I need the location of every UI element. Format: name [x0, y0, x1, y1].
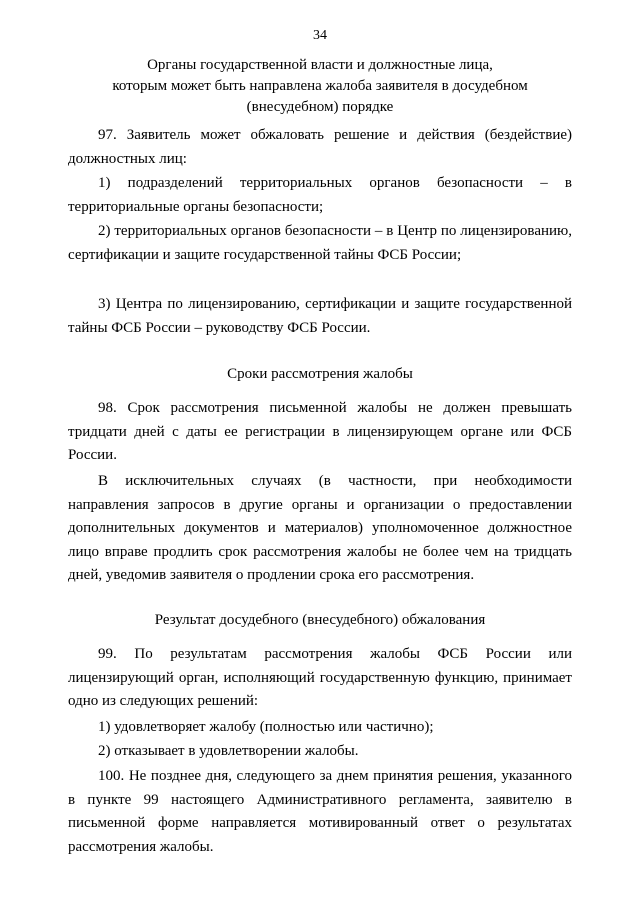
paragraph-98: 98. Срок рассмотрения письменной жалобы не должен превышать тридцати дней с даты ее регистрации в лицензирующем органе или ФСБ России. [68, 400, 572, 463]
heading-line: Органы государственной власти и должностные лица, [147, 57, 493, 73]
decision-item-1: 1) удовлетворяет жалобу (полностью или частично); [98, 719, 434, 735]
paragraph-97: 97. Заявитель может обжаловать решение и действия (бездействие) должностных лиц: [68, 127, 572, 167]
paragraph-98-exception: В исключительных случаях (в частности, при необходимости направления запросов в другие органы и организации о предоставлении дополнительных документов и материалов) уполномоченное должностное лицо вправе продлить срок рассмотрения жалобы не более чем на тридцать дней, уведомив заявителя о продлении срока его рассмотрения. [68, 473, 572, 583]
section-heading-terms: Сроки рассмотрения жалобы [227, 366, 413, 382]
heading-line: (внесудебном) порядке [246, 99, 394, 115]
list-item-2: 2) территориальных органов безопасности – в Центр по лицензированию, сертификации и защите государственной тайны ФСБ России; [68, 223, 572, 263]
section-heading-authorities [68, 55, 572, 118]
paragraph-100: 100. Не позднее дня, следующего за днем принятия решения, указанного в пункте 99 настоящего Административного регламента, заявителю в письменной форме направляется мотивированный ответ о результатах рассмотрения жалобы. [68, 768, 572, 855]
decision-item-2: 2) отказывает в удовлетворении жалобы. [98, 743, 359, 759]
list-item-1: 1) подразделений территориальных органов безопасности – в территориальные органы безопасности; [68, 175, 572, 215]
list-item-3: 3) Центра по лицензированию, сертификации и защите государственной тайны ФСБ России – руководству ФСБ России. [68, 296, 572, 336]
paragraph-99: 99. По результатам рассмотрения жалобы ФСБ России или лицензирующий орган, исполняющий государственную функцию, принимает одно из следующих решений: [68, 646, 572, 709]
section-heading-result: Результат досудебного (внесудебного) обжалования [154, 612, 486, 628]
page-number: 34 [313, 28, 327, 43]
heading-line: которым может быть направлена жалоба заявителя в досудебном [112, 78, 528, 94]
